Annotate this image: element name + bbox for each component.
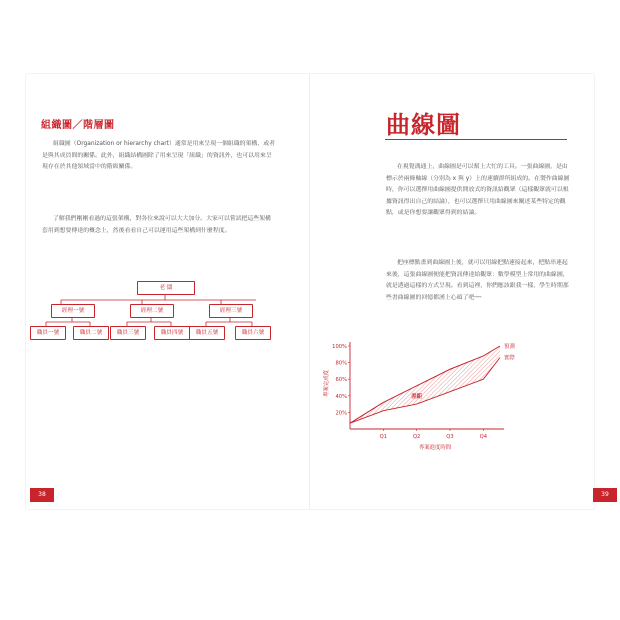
paragraph: 了解我們剛剛看過的這張架構，對各位來說可以大大加分。大家可以嘗試把這些架構套用到想要傳達的概念上，然後看看自己可以運用這些架構到什麼程度。 xyxy=(42,216,271,234)
page-number-left: 38 xyxy=(30,488,54,502)
org-staff-box: 職員四號 xyxy=(154,326,190,340)
chart-x-ticks xyxy=(380,429,488,440)
y-tick-label: 100% xyxy=(332,344,347,350)
gap-hatch-area xyxy=(350,346,500,423)
org-manager-box: 經理三號 xyxy=(209,304,253,318)
page-title: 曲線圖 xyxy=(386,111,461,139)
y-tick-label: 40% xyxy=(335,393,347,400)
y-tick-label: 60% xyxy=(335,377,347,384)
right-page xyxy=(310,74,594,509)
paragraph: 把座標點畫到曲線圖上後，就可以用線把點連接起來，把點串連起來後，這張曲線圖便能把資訊傳達給觀眾：數學模型上常用的曲線圖，就是透過這樣的方式呈現。看到這裡，你們應該跟我一樣，學生時期那些書曲線圖的回憶都湧上心頭了吧── xyxy=(386,260,569,301)
page-number-right: 39 xyxy=(593,488,617,502)
chart-y-ticks xyxy=(332,344,350,416)
section-title: 組織圖／階層圖 xyxy=(41,120,115,131)
x-axis-label: 專案進度時間 xyxy=(418,445,452,451)
x-tick-label: Q4 xyxy=(479,434,488,440)
x-tick-label: Q3 xyxy=(446,434,454,440)
paragraph: 組織圖（Organization or hierarchy chart）通常是用來呈現一個組織的架構，或者是與其成員間的關係。此外，組織結構圖除了用來呈現「組織」的資訊外，也可以用來呈現存在於其他領域當中的階級關係。 xyxy=(42,141,275,171)
series-label: 預測 xyxy=(504,344,515,350)
org-staff-box: 職員六號 xyxy=(235,326,271,340)
org-staff-box: 職員五號 xyxy=(189,326,225,340)
line-chart xyxy=(310,74,594,509)
y-axis-label: 專案完成度 xyxy=(324,370,330,397)
org-chart xyxy=(26,74,310,509)
paragraph: 在視覺溝通上，曲線圖是可以幫上大忙的工具。一張曲線圖，是由標示於兩條軸線（分別為 x 與 y）上的連續群所組成的。在製作曲線圖時，你可以選擇用曲線圖提供開放式的資訊給觀眾（這樣觀眾就可以根據資訊得出自己的結論），也可以選擇只用曲線圖來闡述某些特定的觀點，或是你想要讓觀眾得到的結論。 xyxy=(386,164,570,217)
series-label: 實際 xyxy=(504,355,515,362)
y-tick-label: 20% xyxy=(335,410,347,417)
x-tick-label: Q1 xyxy=(379,434,388,440)
gap-annotation: 差距 xyxy=(411,393,423,400)
book-spread xyxy=(26,74,609,509)
chart-gap-area xyxy=(350,346,500,423)
y-tick-label: 80% xyxy=(335,360,347,367)
org-manager-box: 經理二號 xyxy=(130,304,174,318)
x-tick-label: Q2 xyxy=(412,434,421,440)
org-root-box: 老 闆 xyxy=(137,281,195,295)
left-page xyxy=(26,74,310,509)
org-staff-box: 職員一號 xyxy=(30,326,66,340)
org-manager-box: 經理一號 xyxy=(51,304,95,318)
org-staff-box: 職員三號 xyxy=(110,326,146,340)
org-staff-box: 職員二號 xyxy=(73,326,109,340)
